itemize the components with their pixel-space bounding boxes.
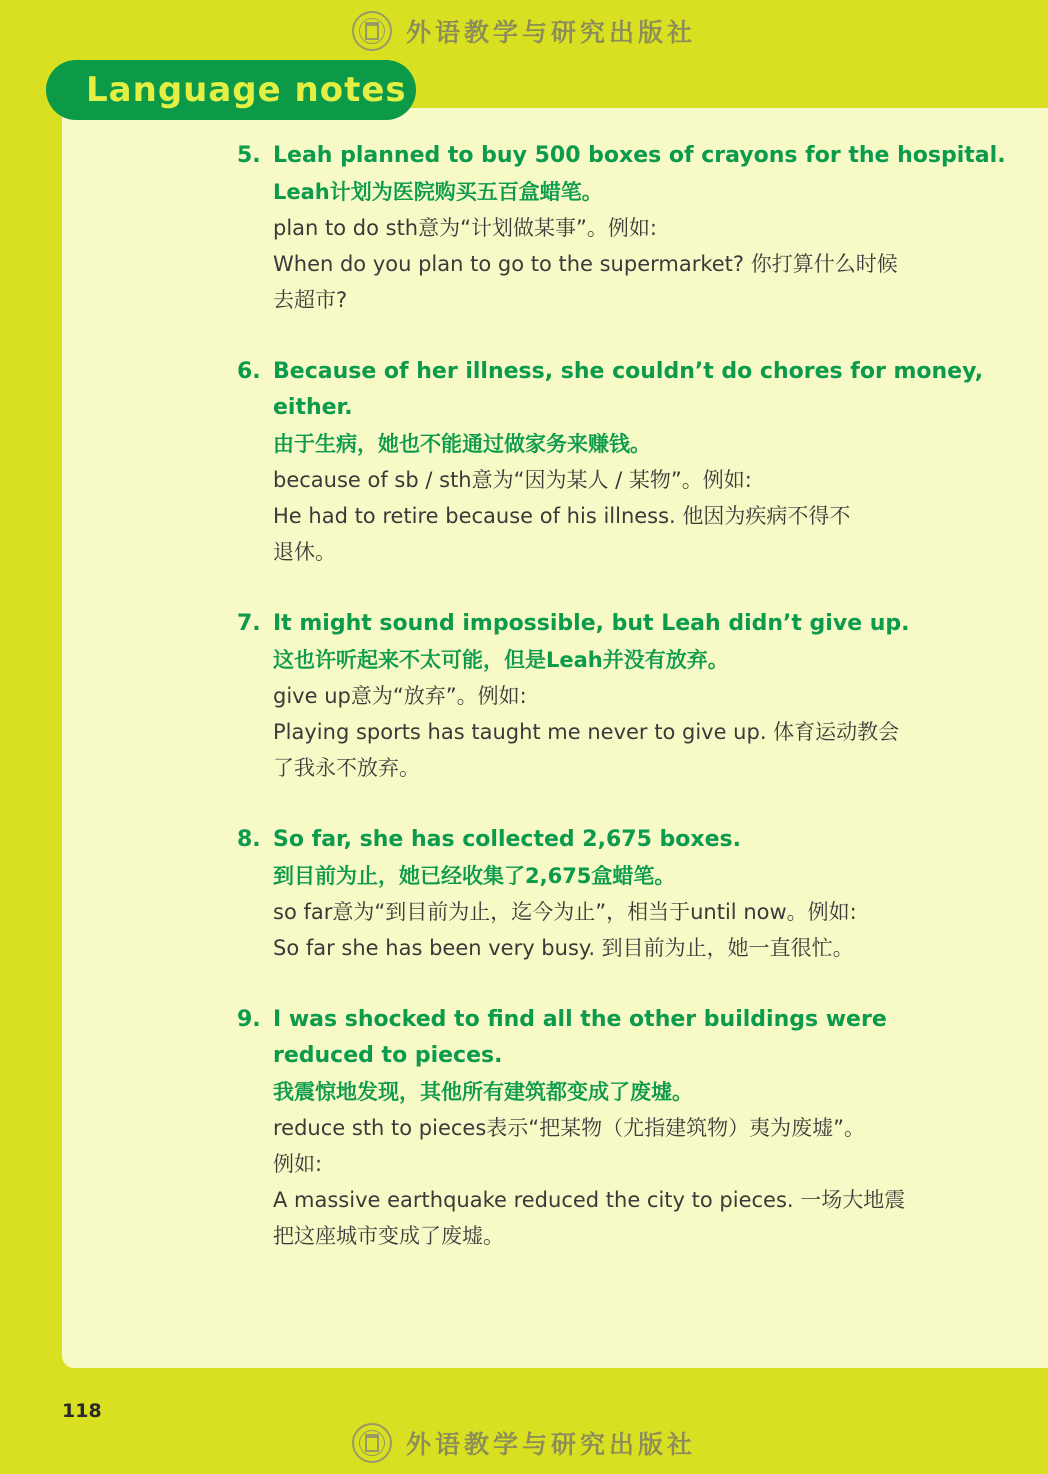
note-body-line: reduce sth to pieces表示“把某物（尤指建筑物）夷为废墟”。: [273, 1116, 866, 1140]
note-number: 7.: [237, 611, 261, 636]
publisher-seal-icon: [352, 11, 392, 51]
note-translation: 由于生病，她也不能通过做家务来赚钱。: [273, 432, 651, 456]
section-title: Language notes: [86, 70, 407, 110]
note-sentence-line: Because of her illness, she couldn’t do chores for money,: [273, 359, 984, 384]
note-5: [237, 138, 1006, 318]
note-sentence: [237, 606, 910, 642]
note-number: 6.: [237, 359, 261, 384]
note-body-line: 把这座城市变成了废墟。: [273, 1224, 504, 1248]
publisher-name: 外语教学与研究出版社: [405, 1430, 696, 1459]
note-sentence-line: So far, she has collected 2,675 boxes.: [273, 827, 741, 852]
note-body-line: 了我永不放弃。: [273, 756, 420, 780]
note-body-line: give up意为“放弃”。例如:: [273, 684, 527, 708]
publisher-header: [0, 6, 1048, 56]
publisher-name: 外语教学与研究出版社: [405, 18, 696, 47]
note-number: 5.: [237, 143, 261, 168]
note-number: 9.: [237, 1007, 261, 1032]
note-body-line: because of sb / sth意为“因为某人 / 某物”。例如:: [273, 468, 752, 492]
note-7: [237, 606, 910, 786]
note-body-line: so far意为“到目前为止，迄今为止”，相当于until now。例如:: [273, 900, 857, 924]
note-body-line: A massive earthquake reduced the city to pieces. 一场大地震: [273, 1188, 906, 1212]
note-translation: Leah计划为医院购买五百盒蜡笔。: [273, 180, 603, 204]
note-9: [237, 1002, 906, 1254]
note-body-line: 去超市?: [273, 288, 348, 312]
page-number: 118: [62, 1400, 102, 1422]
note-body-line: Playing sports has taught me never to give up. 体育运动教会: [273, 720, 900, 744]
note-sentence: [237, 1002, 897, 1038]
note-sentence-line: Leah planned to buy 500 boxes of crayons for the hospital.: [273, 143, 1006, 168]
note-translation: 到目前为止，她已经收集了2,675盒蜡笔。: [273, 864, 676, 888]
publisher-footer: [0, 1418, 1048, 1468]
note-translation: 这也许听起来不太可能，但是Leah并没有放弃。: [273, 648, 729, 672]
note-sentence-line: reduced to pieces.: [273, 1043, 503, 1068]
note-body-line: plan to do sth意为“计划做某事”。例如:: [273, 216, 657, 240]
note-8: [237, 822, 897, 966]
note-body-line: 例如:: [273, 1152, 323, 1176]
section-tab: [46, 60, 416, 120]
note-translation: 我震惊地发现，其他所有建筑都变成了废墟。: [273, 1080, 693, 1104]
note-body-line: When do you plan to go to the supermarket? 你打算什么时候: [273, 252, 898, 276]
note-sentence: [237, 822, 897, 858]
note-number: 8.: [237, 827, 261, 852]
publisher-seal-icon: [352, 1423, 392, 1463]
note-sentence-line: It might sound impossible, but Leah didn’t give up.: [273, 611, 910, 636]
note-sentence-line: I was shocked to find all the other buildings were: [273, 1007, 887, 1032]
note-body-line: So far she has been very busy. 到目前为止，她一直很忙。: [273, 936, 854, 960]
note-6: [237, 354, 984, 570]
note-sentence: [237, 354, 984, 390]
note-sentence: [237, 138, 1006, 174]
note-body-line: He had to retire because of his illness. 他因为疾病不得不: [273, 504, 851, 528]
note-body-line: 退休。: [273, 540, 336, 564]
note-sentence-line: either.: [273, 395, 353, 420]
